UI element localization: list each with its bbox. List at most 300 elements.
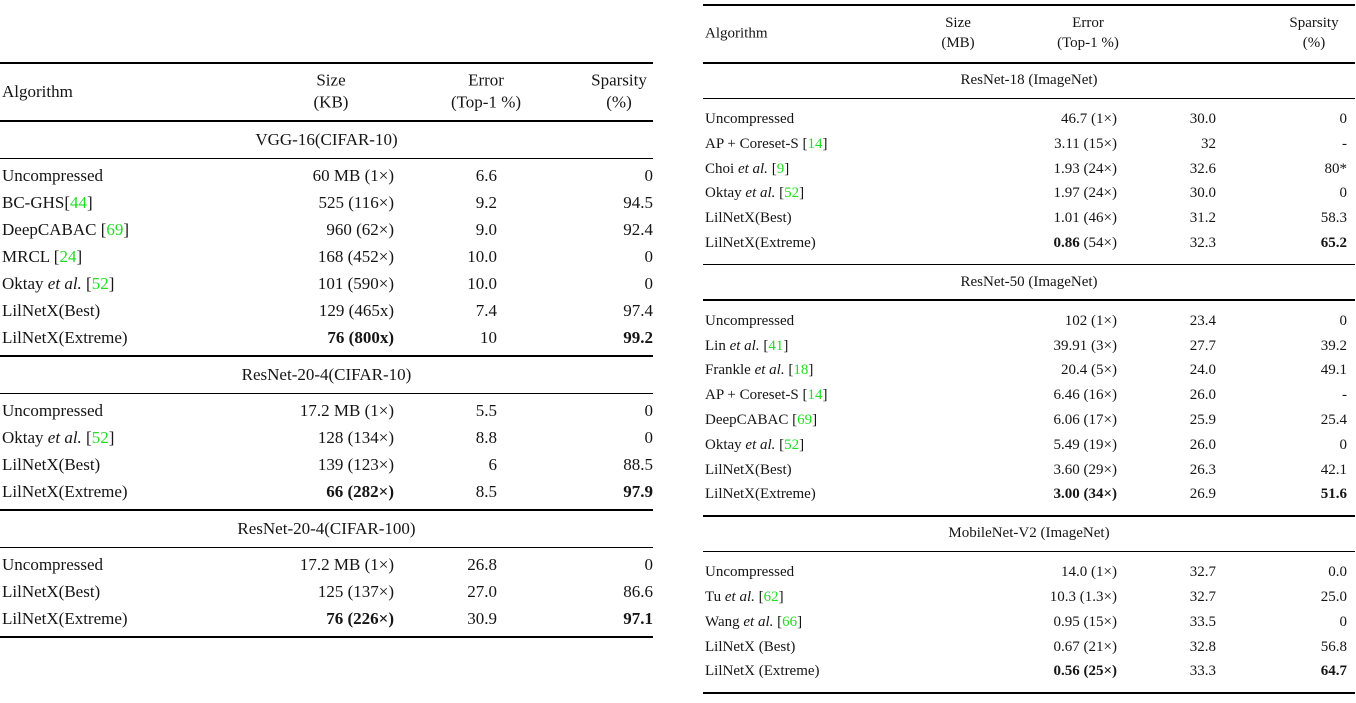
size-value-bold: 76 (800x) [327,328,394,347]
cell-sparsity [623,297,653,324]
cell-algorithm [705,635,795,660]
section-title-row [703,265,1355,299]
table-row [703,560,1355,585]
cell-sparsity [1342,383,1347,408]
cell-size [1054,334,1117,359]
table-body [0,548,653,636]
cell-error: 33.5 [1189,613,1216,630]
size-value: 39.91 (3×) [1053,337,1117,354]
cell-algorithm [705,482,816,507]
citation-link[interactable]: 24 [59,247,77,266]
size-value: 0.95 (15×) [1053,613,1117,630]
cell-error: 31.2 [1189,210,1216,227]
sparsity-value: 97.4 [623,301,653,320]
sparsity-value: - [1342,135,1347,152]
citation-brackets: [41] [763,337,789,354]
size-value: 129 (465x) [318,301,394,320]
cell-algorithm [705,585,784,610]
size-value: 525 (116×) [318,193,394,212]
sparsity-value: 39.2 [1320,337,1347,354]
cell-algorithm [705,433,804,458]
size-value: 139 (123×) [317,455,394,474]
cell-size [319,297,394,324]
cell-sparsity [645,243,654,270]
cell-sparsity [623,216,653,243]
column-header-algorithm: Algorithm [2,82,73,101]
algorithm-name: LilNetX(Best) [2,582,101,601]
sparsity-value: 0 [644,166,653,185]
citation-brackets: [9] [771,160,790,177]
algorithm-name: AP + Coreset-S [705,387,803,404]
size-value: 101 (590×) [317,274,394,293]
sparsity-value: 49.1 [1320,362,1347,379]
sparsity-value: 58.3 [1320,210,1347,227]
cell-error: 10 [480,328,497,347]
citation-link[interactable]: 44 [70,193,88,212]
size-value-bold: 66 (282×) [326,482,394,501]
size-value: 5.49 (19×) [1053,436,1117,453]
citation-brackets: [52] [86,274,115,293]
citation-brackets: [18] [788,362,814,379]
cell-size [1054,231,1117,256]
cell-algorithm [2,189,93,216]
table-row [0,243,653,270]
size-value: 128 (134×) [317,428,394,447]
cell-sparsity [1321,334,1347,359]
cell-sparsity [1321,408,1347,433]
cell-size [1053,659,1117,684]
cell-error: 32 [1201,135,1216,152]
column-header-size [941,14,974,54]
citation-brackets: [62] [758,588,784,605]
sparsity-value: 0 [644,401,653,420]
column-header-line: (Top-1 %) [450,93,522,112]
size-value: 20.4 (5×) [1061,362,1117,379]
cell-size [1054,433,1117,458]
section-title: ResNet-18 (ImageNet) [960,72,1098,88]
algorithm-name: LilNetX(Best) [2,301,101,320]
cell-size [1061,107,1117,132]
cell-algorithm [2,162,103,189]
citation-brackets: [69] [792,411,818,428]
table-body [703,301,1355,515]
section-title: VGG-16(CIFAR-10) [255,129,398,149]
citation-link[interactable]: 41 [768,337,784,354]
cell-algorithm [2,397,103,424]
table-row [703,408,1355,433]
section-title-row [703,64,1355,98]
section-title: MobileNet-V2 (ImageNet) [948,525,1110,542]
table-row [703,309,1355,334]
sparsity-value: 94.5 [623,193,653,212]
algorithm-name: DeepCABAC [2,220,101,239]
sparsity-value: 86.6 [623,582,653,601]
table-row [0,270,653,297]
cell-sparsity [645,162,654,189]
cell-error: 26.3 [1189,461,1216,478]
cell-size [1054,408,1117,433]
algorithm-name: MRCL [2,247,54,266]
section-title: ResNet-20-4(CIFAR-100) [237,518,416,538]
cell-size [318,451,394,478]
cell-error: 25.9 [1189,411,1216,428]
column-header-size [314,70,349,115]
sparsity-value: 56.8 [1320,638,1347,655]
cell-error: 26.9 [1189,486,1216,503]
sparsity-value: 99.2 [623,328,653,347]
cell-size [1061,560,1117,585]
size-value: 1.93 (24×) [1053,160,1117,177]
size-value: 1.01 (46×) [1053,210,1117,227]
cell-algorithm [705,206,792,231]
citation-brackets: [52] [779,185,805,202]
cell-error: 9.2 [475,193,497,212]
size-value-bold: 3.00 (34×) [1053,486,1117,503]
cell-sparsity [1321,231,1347,256]
cell-size [1054,458,1117,483]
column-header-line: Size [945,15,971,32]
algorithm-name: LilNetX(Best) [705,210,792,227]
cell-algorithm [705,132,828,157]
cell-algorithm [2,551,103,578]
algorithm-name: DeepCABAC [705,411,793,428]
section-title-row [0,122,653,158]
citation-link[interactable]: 66 [782,613,798,630]
sparsity-value: 42.1 [1320,461,1347,478]
cell-sparsity [1340,433,1348,458]
citation-link[interactable]: 9 [776,160,785,177]
column-header-line: Error [468,70,504,90]
algorithm-name: LilNetX(Best) [705,461,792,478]
cell-algorithm [705,659,820,684]
et-al-label: et al. [745,185,776,202]
column-header-error [1057,14,1119,54]
table-row [703,635,1355,660]
cell-sparsity [645,397,654,424]
table-body [703,99,1355,264]
size-value: 0.67 (21×) [1053,638,1117,655]
cell-error: 6.6 [475,166,497,185]
cell-error: 32.7 [1189,564,1216,581]
cell-error: 23.4 [1189,312,1216,329]
cell-error: 32.8 [1189,638,1216,655]
column-header-line: Sparsity [1289,15,1339,32]
cell-sparsity [623,578,653,605]
cell-size [1054,610,1117,635]
cell-error: 32.7 [1189,588,1216,605]
cell-size [1054,635,1117,660]
cell-size [313,162,394,189]
algorithm-name: AP + Coreset-S [705,135,803,152]
cell-error: 32.3 [1189,234,1216,251]
size-value: 125 (137×) [317,582,394,601]
sparsity-value: 0 [644,428,653,447]
size-value: 60 MB (1×) [312,166,394,185]
cell-sparsity [645,270,654,297]
sparsity-value: 51.6 [1320,486,1347,503]
cell-sparsity [623,189,653,216]
cell-sparsity [645,551,654,578]
algorithm-name: Oktay [2,274,48,293]
cell-size [318,189,394,216]
cell-size [318,578,394,605]
cell-size [326,216,394,243]
cell-error: 8.5 [475,482,497,501]
column-header-error [451,70,521,115]
cell-size [300,397,394,424]
citation-link[interactable]: 14 [807,387,823,404]
cell-sparsity [623,478,653,505]
column-header-line: Sparsity [591,70,647,90]
column-header-line: (MB) [941,35,975,51]
table-rule [0,636,653,638]
algorithm-name: Choi [705,160,738,177]
cell-size [326,478,394,505]
size-value: 168 (452×) [317,247,394,266]
citation-brackets: [14] [802,135,828,152]
citation-brackets: [66] [777,613,803,630]
table-body [0,159,653,355]
column-header-sparsity [1289,14,1338,54]
cell-algorithm [2,451,100,478]
citation-link[interactable]: 69 [106,220,124,239]
sparsity-value: 97.1 [623,609,653,628]
cell-error: 32.6 [1189,160,1216,177]
column-header-algorithm: Algorithm [705,25,768,42]
et-al-label: et al. [743,613,774,630]
cell-algorithm [705,458,792,483]
table-row [703,358,1355,383]
cell-sparsity [1321,358,1347,383]
table-row [703,433,1355,458]
size-value: 3.11 (15×) [1054,135,1117,152]
size-value: 17.2 MB (1×) [299,555,394,574]
citation-brackets: [69] [100,220,130,239]
cell-algorithm [2,424,114,451]
cell-algorithm [705,334,788,359]
algorithm-name: LilNetX (Extreme) [705,663,820,680]
section-title: ResNet-20-4(CIFAR-10) [241,364,412,384]
cell-error: 30.0 [1189,111,1216,127]
cell-algorithm [2,324,128,351]
cell-sparsity [1321,635,1347,660]
results-table-left [0,62,653,638]
citation-link[interactable]: 52 [784,436,800,453]
cell-error: 5.5 [475,401,497,420]
algorithm-name: Wang [705,613,744,630]
algorithm-name: Lin [705,337,730,354]
size-value-bold: 0.56 (25×) [1053,663,1117,680]
cell-algorithm [705,358,813,383]
cell-sparsity [623,324,653,351]
size-value: 3.60 (29×) [1053,461,1117,478]
size-value: 960 (62×) [326,220,394,239]
citation-brackets: [14] [802,387,828,404]
cell-error: 26.0 [1189,436,1216,453]
et-al-label: et al. [47,274,82,293]
cell-algorithm [705,107,794,132]
et-al-label: et al. [745,436,776,453]
column-header-line: (%) [1302,35,1326,51]
cell-error: 10.0 [467,274,497,293]
size-value: 10.3 (1.3×) [1049,588,1117,605]
table-row [0,189,653,216]
sparsity-value: 65.2 [1320,234,1347,251]
cell-size [1054,206,1117,231]
size-value: 1.97 (24×) [1053,185,1117,202]
algorithm-name: Frankle [705,362,755,379]
algorithm-name: Oktay [705,185,746,202]
cell-algorithm [705,560,794,585]
size-value: 46.7 (1×) [1061,111,1117,127]
et-al-label: et al. [724,588,755,605]
cell-error: 24.0 [1189,362,1216,379]
column-header-line: (%) [606,93,632,112]
cell-error: 26.8 [467,555,497,574]
citation-link[interactable]: 62 [763,588,779,605]
table-row [703,610,1355,635]
sparsity-value: 0 [1339,111,1347,127]
column-header-line: (Top-1 %) [1057,35,1119,51]
sparsity-value: 0 [644,247,653,266]
table-row [703,107,1355,132]
sparsity-value: 0 [644,555,653,574]
et-al-label: et al. [737,160,768,177]
cell-size [1065,309,1117,334]
cell-algorithm [2,243,82,270]
table-row [703,334,1355,359]
cell-size [318,243,394,270]
cell-algorithm [2,216,129,243]
sparsity-value: 25.0 [1320,588,1347,605]
table-row [0,478,653,505]
cell-size [1054,383,1117,408]
cell-size [318,424,394,451]
algorithm-name: Uncompressed [2,555,104,574]
algorithm-name: LilNetX(Extreme) [2,328,128,347]
table-row [0,397,653,424]
citation-link[interactable]: 52 [784,185,800,202]
sparsity-value: 0 [1339,613,1347,630]
algorithm-name: Oktay [705,436,746,453]
sparsity-value: 0 [1339,185,1347,202]
cell-error: 27.7 [1189,337,1216,354]
cell-error: 9.0 [475,220,497,239]
table-row [703,157,1355,182]
sparsity-value: 97.9 [623,482,653,501]
sparsity-value: - [1342,387,1347,404]
table-row [703,458,1355,483]
table-row [703,659,1355,684]
size-value: 102 (1×) [1064,312,1117,329]
cell-algorithm [705,181,804,206]
cell-sparsity [623,451,653,478]
sparsity-value: 25.4 [1320,411,1347,428]
cell-error: 30.0 [1189,185,1216,202]
table-row [0,162,653,189]
sparsity-value: 80* [1324,160,1347,177]
sparsity-value: 64.7 [1320,663,1347,680]
table-row [0,424,653,451]
size-value: 6.46 (16×) [1053,387,1117,404]
citation-brackets: [52] [86,428,115,447]
citation-link[interactable]: 18 [793,362,809,379]
table-row [0,324,653,351]
cell-sparsity [623,605,653,632]
section-title-row [0,511,653,547]
citation-brackets: [52] [779,436,805,453]
section-title-row [703,517,1355,551]
algorithm-name: Tu [705,588,725,605]
algorithm-name: Uncompressed [705,564,795,581]
cell-sparsity [1342,132,1347,157]
sparsity-value: 92.4 [623,220,653,239]
citation-brackets: [24] [53,247,83,266]
table-row [0,578,653,605]
cell-sparsity [1321,659,1347,684]
cell-sparsity [1340,181,1348,206]
algorithm-name: LilNetX(Extreme) [2,482,128,501]
cell-error: 7.4 [475,301,497,320]
cell-sparsity [1321,206,1347,231]
cell-size [1054,132,1117,157]
table-row [703,383,1355,408]
algorithm-name: Uncompressed [705,312,795,329]
table-header-row [0,64,653,120]
cell-sparsity [1325,157,1348,182]
citation-link[interactable]: 52 [91,274,109,293]
cell-error: 10.0 [467,247,497,266]
cell-algorithm [705,309,794,334]
citation-brackets: [44] [64,193,93,212]
size-value-bold: 0.86 [1053,234,1080,251]
et-al-label: et al. [47,428,82,447]
table-header-row [703,6,1355,62]
sparsity-value: 0 [1339,312,1347,329]
cell-algorithm [2,478,128,505]
cell-algorithm [2,578,100,605]
citation-link[interactable]: 14 [807,135,823,152]
size-value: 17.2 MB (1×) [299,401,394,420]
cell-algorithm [705,231,816,256]
column-header-line: Size [316,70,346,90]
cell-algorithm [705,610,802,635]
size-value: (54×) [1079,234,1117,251]
cell-sparsity [1340,107,1348,132]
results-table-right [703,4,1355,694]
cell-sparsity [1321,482,1347,507]
algorithm-name: Uncompressed [705,111,795,127]
cell-size [327,324,394,351]
cell-error: 8.8 [475,428,497,447]
algorithm-name: Uncompressed [2,166,104,185]
column-header-sparsity [591,70,647,115]
cell-error: 27.0 [467,582,497,601]
cell-algorithm [705,383,828,408]
cell-sparsity [1328,560,1347,585]
citation-link[interactable]: 52 [91,428,109,447]
cell-error: 30.9 [467,609,497,628]
citation-link[interactable]: 69 [797,411,813,428]
cell-size [1053,482,1117,507]
sparsity-value: 0.0 [1328,564,1347,581]
cell-size [1050,585,1117,610]
et-al-label: et al. [754,362,785,379]
sparsity-value: 0 [1339,436,1347,453]
table-body [703,552,1355,692]
algorithm-name: LilNetX(Extreme) [705,486,816,503]
table-row [703,482,1355,507]
